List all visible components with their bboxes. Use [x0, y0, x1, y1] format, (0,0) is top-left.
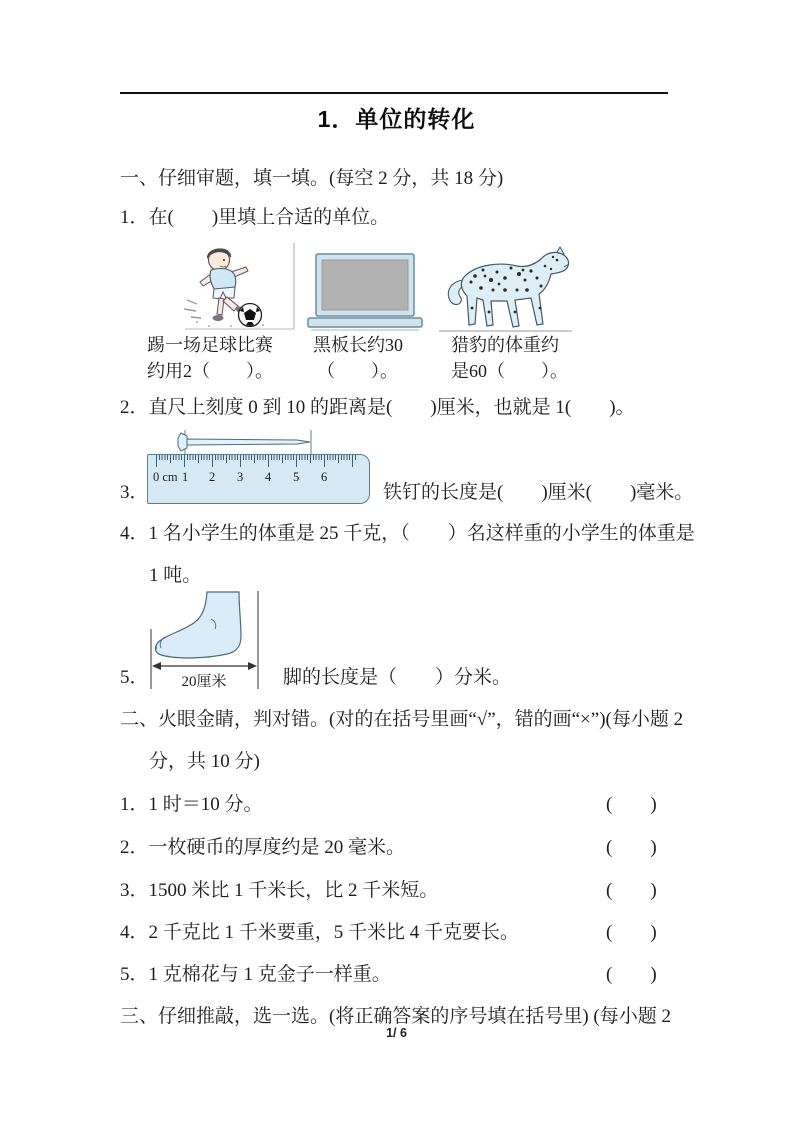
motion-lines — [184, 300, 201, 318]
ruler-label-5: 5 — [293, 470, 300, 484]
section2-header-line2: 分，共 10 分) — [149, 751, 260, 772]
answer-blank-2-1: ( ) — [606, 794, 657, 815]
board-tray — [308, 318, 422, 327]
figure3-caption-line2: 是60（ ）。 — [451, 361, 568, 381]
question-1-3-text: 铁钉的长度是( )厘米( )毫米。 — [383, 482, 694, 503]
page-number: 1/ 6 — [386, 1026, 407, 1040]
figure1-caption-line2: 约用2（ ）。 — [147, 361, 273, 381]
figure1-caption-line1: 踢一场足球比赛 — [147, 335, 273, 355]
question-2-4: 4．2 千克比 1 千米要重，5 千米比 4 千克要长。 — [120, 922, 520, 943]
answer-blank-2-4: ( ) — [606, 922, 657, 943]
ruler-label-3: 3 — [237, 470, 244, 484]
question-1-4-line2: 1 吨。 — [149, 565, 202, 586]
leopard-figure — [437, 246, 574, 334]
ruler-figure — [147, 430, 377, 508]
section3-header: 三、仔细推敲，选一选。(将正确答案的序号填在括号里) (每小题 2 — [120, 1006, 671, 1027]
question-1-4-line1: 4．1 名小学生的体重是 25 千克，（ ）名这样重的小学生的体重是 — [120, 523, 695, 544]
nail-illustration — [147, 430, 377, 454]
ruler-label-0: 0 cm — [153, 470, 178, 484]
board-surface — [322, 260, 408, 310]
blackboard-figure — [307, 252, 423, 334]
soccer-ball — [239, 304, 262, 327]
soccer-boy-figure — [167, 241, 297, 331]
section1-header: 一、仔细审题，填一填。(每空 2 分，共 18 分) — [120, 168, 504, 189]
leopard-illustration — [448, 247, 569, 327]
figure3-caption-line1: 猎豹的体重约 — [451, 335, 559, 355]
answer-blank-2-5: ( ) — [606, 964, 657, 985]
ruler-body — [147, 454, 370, 504]
question-1-3-number: 3． — [120, 482, 149, 503]
answer-blank-2-2: ( ) — [606, 837, 657, 858]
question-2-1: 1．1 时＝10 分。 — [120, 794, 263, 815]
ruler-label-4: 4 — [265, 470, 272, 484]
ruler-label-6: 6 — [321, 470, 328, 484]
foot-figure — [149, 591, 261, 691]
figure2-caption-line2: （ ）。 — [317, 361, 398, 381]
answer-blank-2-3: ( ) — [606, 880, 657, 901]
figure2-caption-line1: 黑板长约30 — [313, 335, 403, 355]
nail-shaft — [187, 439, 310, 445]
nail-head — [178, 433, 187, 451]
question-1-2: 2．直尺上刻度 0 到 10 的距离是( )厘米，也就是 1( )。 — [120, 397, 635, 418]
ruler-cm-ticks — [156, 455, 356, 467]
question-1-5-text: 脚的长度是（ ）分米。 — [283, 667, 512, 688]
header-rule — [120, 92, 668, 94]
foot-illustration — [155, 592, 241, 658]
foot-measure-label: 20厘米 — [181, 674, 227, 690]
page-title: 1．单位的转化 — [317, 106, 476, 132]
ruler-label-1: 1 — [182, 470, 189, 484]
question-1-5-number: 5． — [120, 667, 149, 688]
question-2-5: 5．1 克棉花与 1 克金子一样重。 — [120, 964, 391, 985]
question-1-1: 1．在( )里填上合适的单位。 — [120, 207, 390, 228]
question-2-3: 3．1500 米比 1 千米长，比 2 千米短。 — [120, 880, 439, 901]
question-2-2: 2．一枚硬币的厚度约是 20 毫米。 — [120, 837, 406, 858]
measure-arrow — [152, 662, 257, 670]
ruler-label-2: 2 — [209, 470, 216, 484]
section2-header-line1: 二、火眼金睛，判对错。(对的在括号里画“√”，错的画“×”)(每小题 2 — [120, 709, 684, 730]
